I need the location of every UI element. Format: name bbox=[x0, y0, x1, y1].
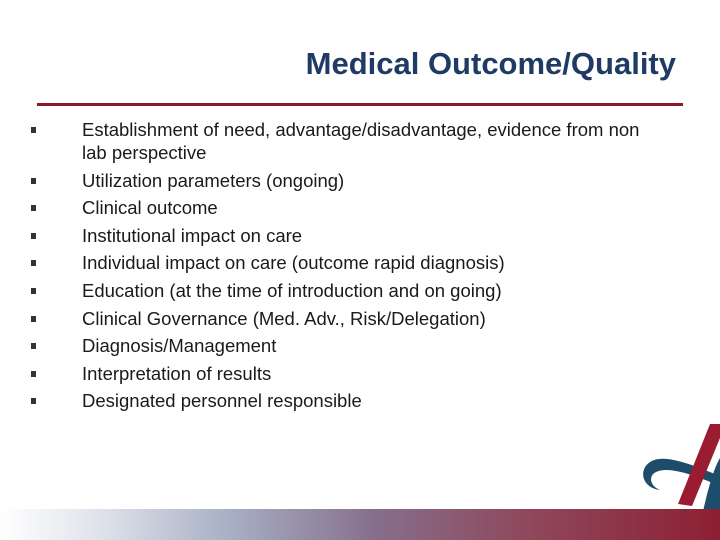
bullet-text: Utilization parameters (ongoing) bbox=[82, 169, 345, 191]
bullet-text: Establishment of need, advantage/disadvantage, evidence from non lab perspective bbox=[82, 119, 640, 163]
bullet-item bbox=[30, 224, 650, 247]
bullet-marker-icon bbox=[31, 260, 36, 266]
bullet-marker-icon bbox=[31, 343, 36, 349]
bullet-item bbox=[30, 118, 650, 164]
bullet-item bbox=[30, 362, 650, 385]
bullet-text: Clinical outcome bbox=[82, 197, 218, 219]
bullet-marker-icon bbox=[31, 398, 36, 404]
bullet-item bbox=[30, 307, 650, 330]
bullet-marker-icon bbox=[31, 316, 36, 322]
bullet-marker-icon bbox=[31, 178, 36, 184]
bullet-marker-icon bbox=[31, 371, 36, 377]
bullet-marker-icon bbox=[31, 205, 36, 211]
bullet-text: Education (at the time of introduction and on going) bbox=[82, 279, 502, 301]
bullet-item bbox=[30, 279, 650, 302]
bullet-text: Individual impact on care (outcome rapid diagnosis) bbox=[82, 252, 505, 274]
bullet-item bbox=[30, 334, 650, 357]
title-divider bbox=[37, 103, 683, 106]
bullet-text: Diagnosis/Management bbox=[82, 335, 277, 357]
bullet-list bbox=[30, 118, 650, 417]
bullet-text: Designated personnel responsible bbox=[82, 390, 362, 412]
bullet-item bbox=[30, 169, 650, 192]
bullet-text: Institutional impact on care bbox=[82, 224, 303, 246]
bullet-marker-icon bbox=[31, 127, 36, 133]
slide-title: Medical Outcome/Quality bbox=[305, 46, 676, 81]
bullet-marker-icon bbox=[31, 233, 36, 239]
bullet-text: Clinical Governance (Med. Adv., Risk/Delegation) bbox=[82, 307, 486, 329]
bullet-text: Interpretation of results bbox=[82, 362, 272, 384]
bullet-item bbox=[30, 251, 650, 274]
bullet-marker-icon bbox=[31, 288, 36, 294]
logo-icon bbox=[632, 418, 720, 518]
footer-gradient-band bbox=[0, 509, 720, 540]
bullet-item bbox=[30, 389, 650, 412]
bullet-item bbox=[30, 196, 650, 219]
